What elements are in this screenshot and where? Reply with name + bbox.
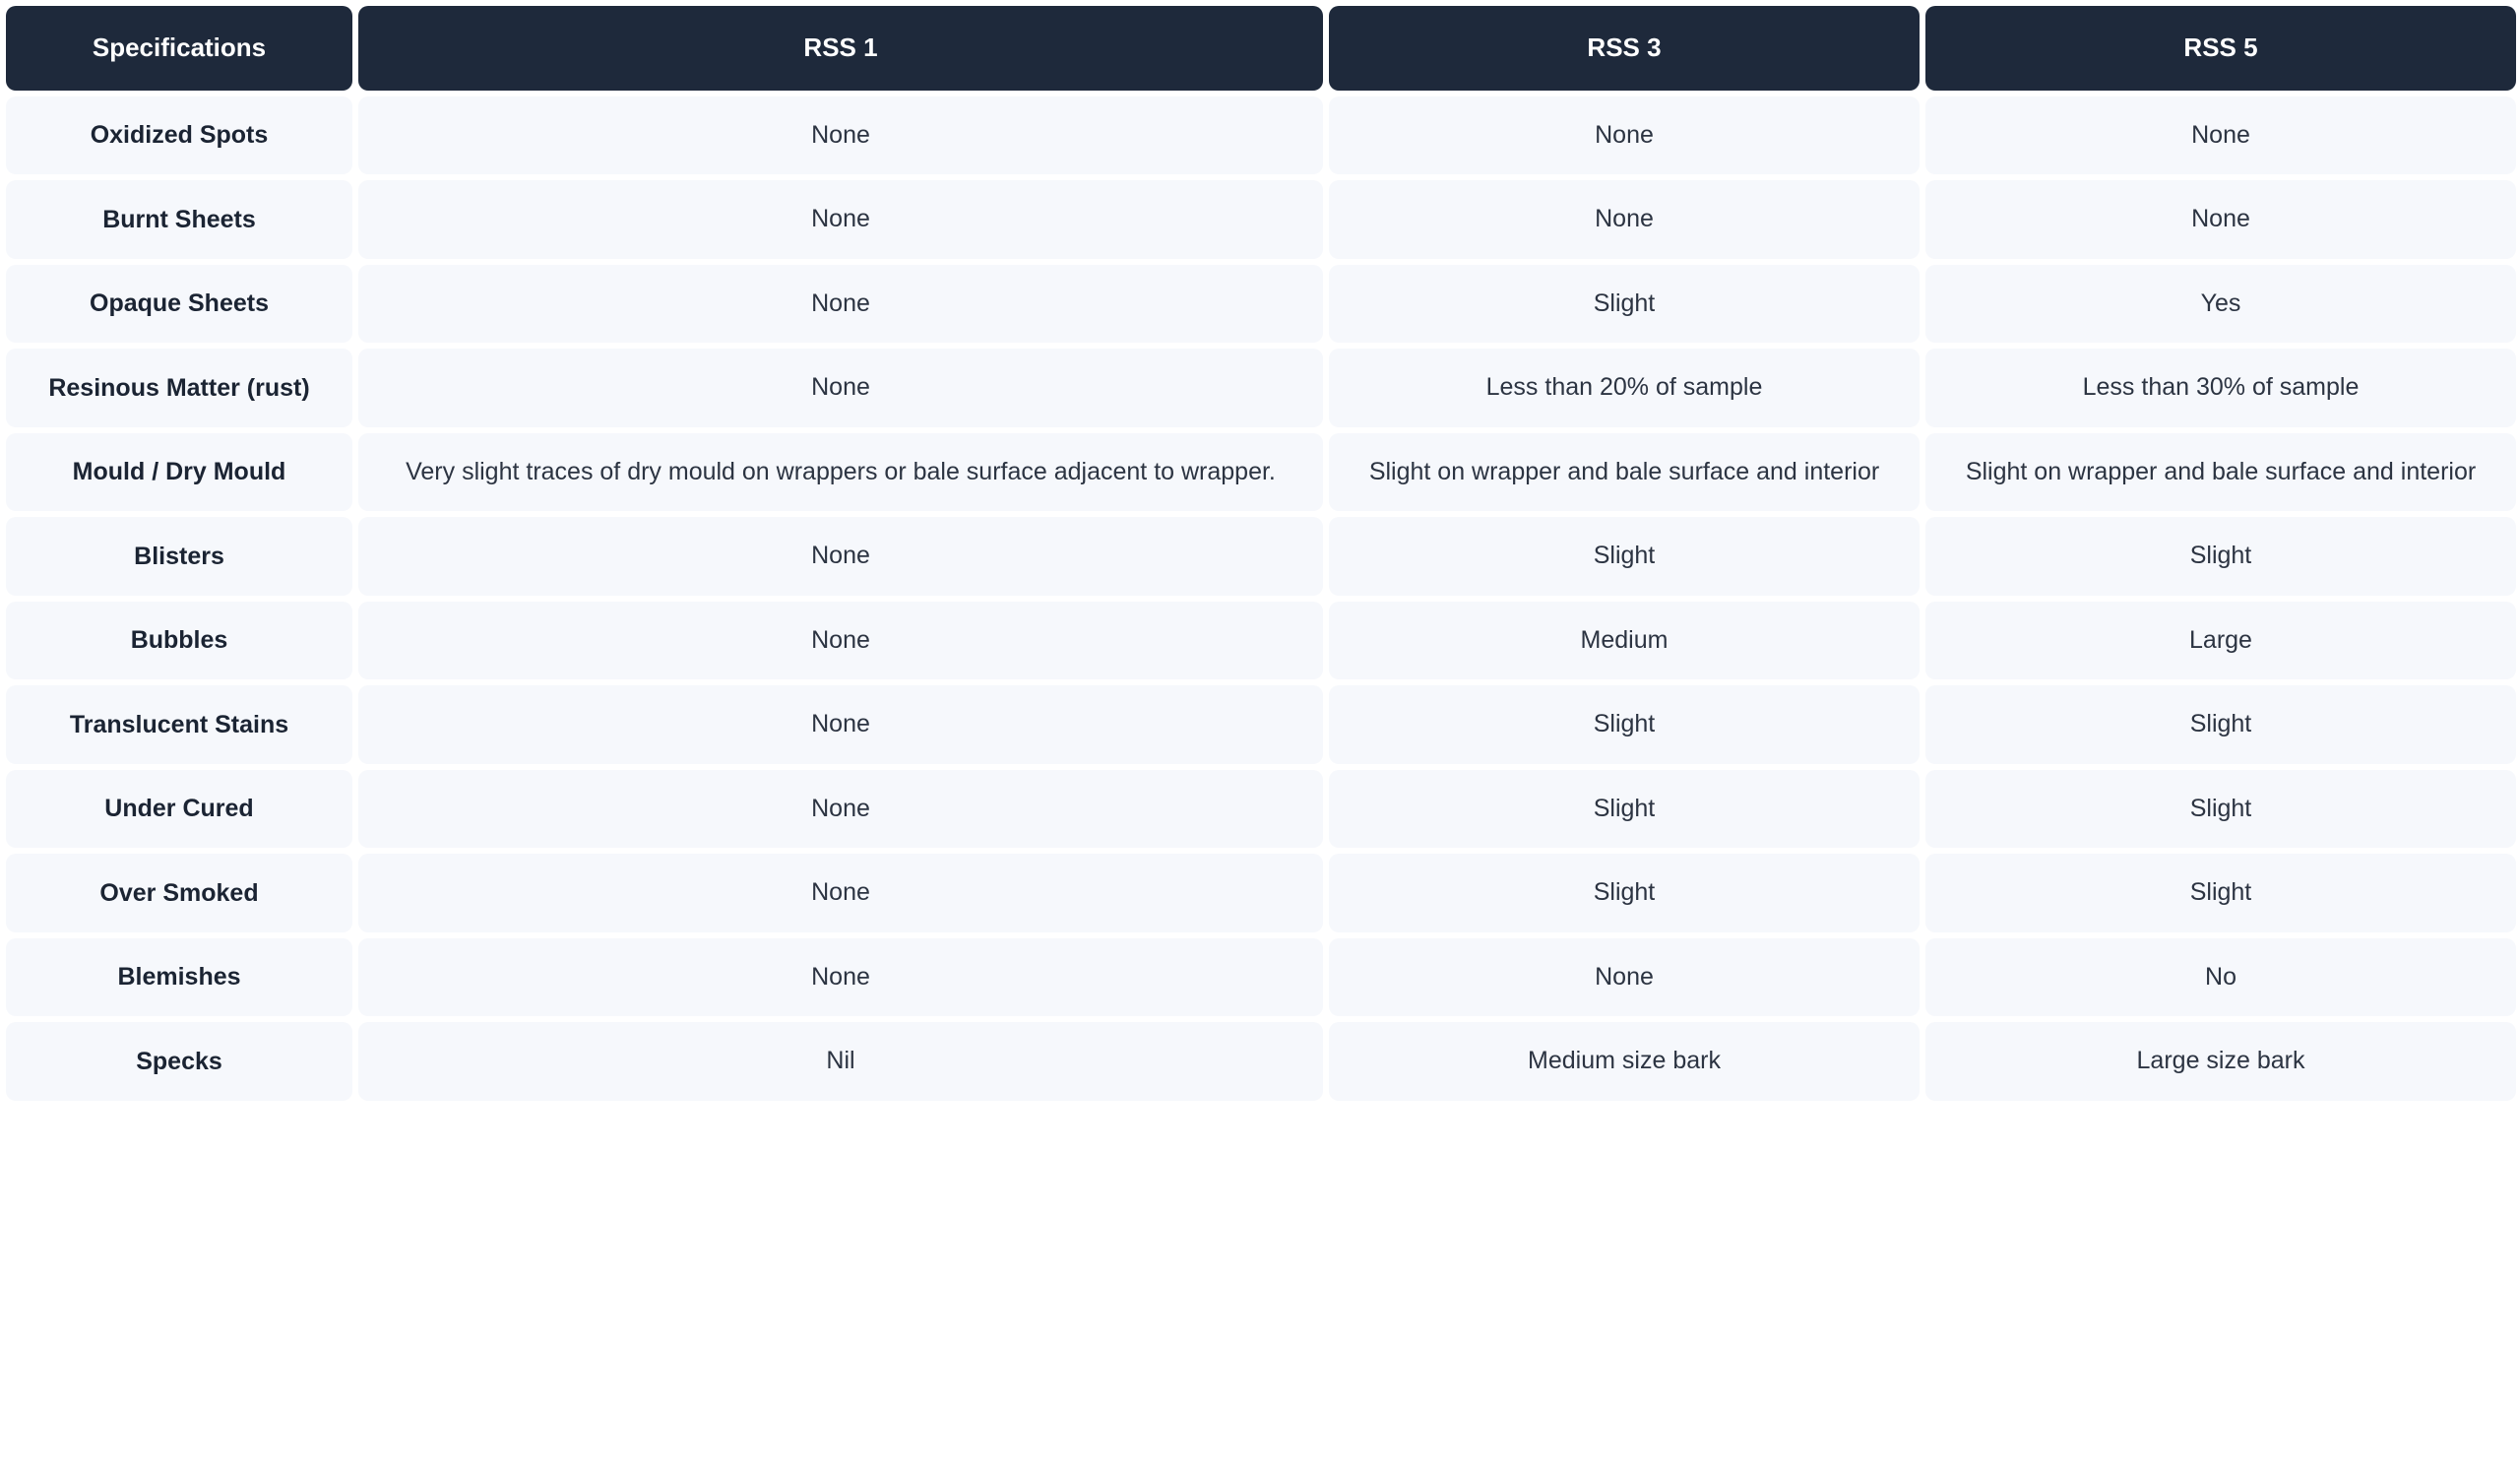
row-header-opaque-sheets: Opaque Sheets bbox=[6, 265, 352, 344]
table-row bbox=[6, 433, 2516, 512]
row-header-under-cured: Under Cured bbox=[6, 770, 352, 849]
table-row bbox=[6, 180, 2516, 259]
row-header-bubbles: Bubbles bbox=[6, 602, 352, 680]
row-header-oxidized-spots: Oxidized Spots bbox=[6, 96, 352, 175]
cell-specks-rss3: Medium size bark bbox=[1329, 1022, 1920, 1101]
table-row bbox=[6, 602, 2516, 680]
cell-translucent-stains-rss1: None bbox=[358, 685, 1323, 764]
cell-specks-rss5: Large size bark bbox=[1925, 1022, 2516, 1101]
row-header-specks: Specks bbox=[6, 1022, 352, 1101]
table-row bbox=[6, 854, 2516, 932]
table-row bbox=[6, 938, 2516, 1017]
table-row bbox=[6, 349, 2516, 427]
table-row bbox=[6, 517, 2516, 596]
table-header bbox=[6, 6, 2516, 91]
cell-opaque-sheets-rss5: Yes bbox=[1925, 265, 2516, 344]
cell-over-smoked-rss3: Slight bbox=[1329, 854, 1920, 932]
row-header-blemishes: Blemishes bbox=[6, 938, 352, 1017]
cell-mould-dry-mould-rss3: Slight on wrapper and bale surface and interior bbox=[1329, 433, 1920, 512]
cell-under-cured-rss1: None bbox=[358, 770, 1323, 849]
cell-specks-rss1: Nil bbox=[358, 1022, 1323, 1101]
column-header-rss-1: RSS 1 bbox=[358, 6, 1323, 91]
cell-over-smoked-rss1: None bbox=[358, 854, 1323, 932]
cell-resinous-matter-rss1: None bbox=[358, 349, 1323, 427]
cell-burnt-sheets-rss1: None bbox=[358, 180, 1323, 259]
cell-bubbles-rss3: Medium bbox=[1329, 602, 1920, 680]
cell-translucent-stains-rss5: Slight bbox=[1925, 685, 2516, 764]
cell-oxidized-spots-rss3: None bbox=[1329, 96, 1920, 175]
cell-blisters-rss3: Slight bbox=[1329, 517, 1920, 596]
table-header-row bbox=[6, 6, 2516, 91]
cell-translucent-stains-rss3: Slight bbox=[1329, 685, 1920, 764]
cell-blemishes-rss1: None bbox=[358, 938, 1323, 1017]
cell-mould-dry-mould-rss1: Very slight traces of dry mould on wrappers or bale surface adjacent to wrapper. bbox=[358, 433, 1323, 512]
cell-bubbles-rss5: Large bbox=[1925, 602, 2516, 680]
table-row bbox=[6, 265, 2516, 344]
column-header-specifications: Specifications bbox=[6, 6, 352, 91]
row-header-mould-dry-mould: Mould / Dry Mould bbox=[6, 433, 352, 512]
cell-blemishes-rss3: None bbox=[1329, 938, 1920, 1017]
row-header-over-smoked: Over Smoked bbox=[6, 854, 352, 932]
cell-burnt-sheets-rss5: None bbox=[1925, 180, 2516, 259]
cell-oxidized-spots-rss5: None bbox=[1925, 96, 2516, 175]
table-row bbox=[6, 770, 2516, 849]
cell-over-smoked-rss5: Slight bbox=[1925, 854, 2516, 932]
cell-bubbles-rss1: None bbox=[358, 602, 1323, 680]
cell-opaque-sheets-rss1: None bbox=[358, 265, 1323, 344]
row-header-burnt-sheets: Burnt Sheets bbox=[6, 180, 352, 259]
cell-opaque-sheets-rss3: Slight bbox=[1329, 265, 1920, 344]
cell-blisters-rss1: None bbox=[358, 517, 1323, 596]
cell-blisters-rss5: Slight bbox=[1925, 517, 2516, 596]
cell-oxidized-spots-rss1: None bbox=[358, 96, 1323, 175]
table-body bbox=[6, 96, 2516, 1101]
table-row bbox=[6, 1022, 2516, 1101]
cell-under-cured-rss3: Slight bbox=[1329, 770, 1920, 849]
cell-burnt-sheets-rss3: None bbox=[1329, 180, 1920, 259]
cell-blemishes-rss5: No bbox=[1925, 938, 2516, 1017]
table-row bbox=[6, 685, 2516, 764]
column-header-rss-5: RSS 5 bbox=[1925, 6, 2516, 91]
row-header-blisters: Blisters bbox=[6, 517, 352, 596]
cell-resinous-matter-rss5: Less than 30% of sample bbox=[1925, 349, 2516, 427]
row-header-translucent-stains: Translucent Stains bbox=[6, 685, 352, 764]
table-row bbox=[6, 96, 2516, 175]
cell-mould-dry-mould-rss5: Slight on wrapper and bale surface and interior bbox=[1925, 433, 2516, 512]
cell-resinous-matter-rss3: Less than 20% of sample bbox=[1329, 349, 1920, 427]
row-header-resinous-matter: Resinous Matter (rust) bbox=[6, 349, 352, 427]
column-header-rss-3: RSS 3 bbox=[1329, 6, 1920, 91]
cell-under-cured-rss5: Slight bbox=[1925, 770, 2516, 849]
